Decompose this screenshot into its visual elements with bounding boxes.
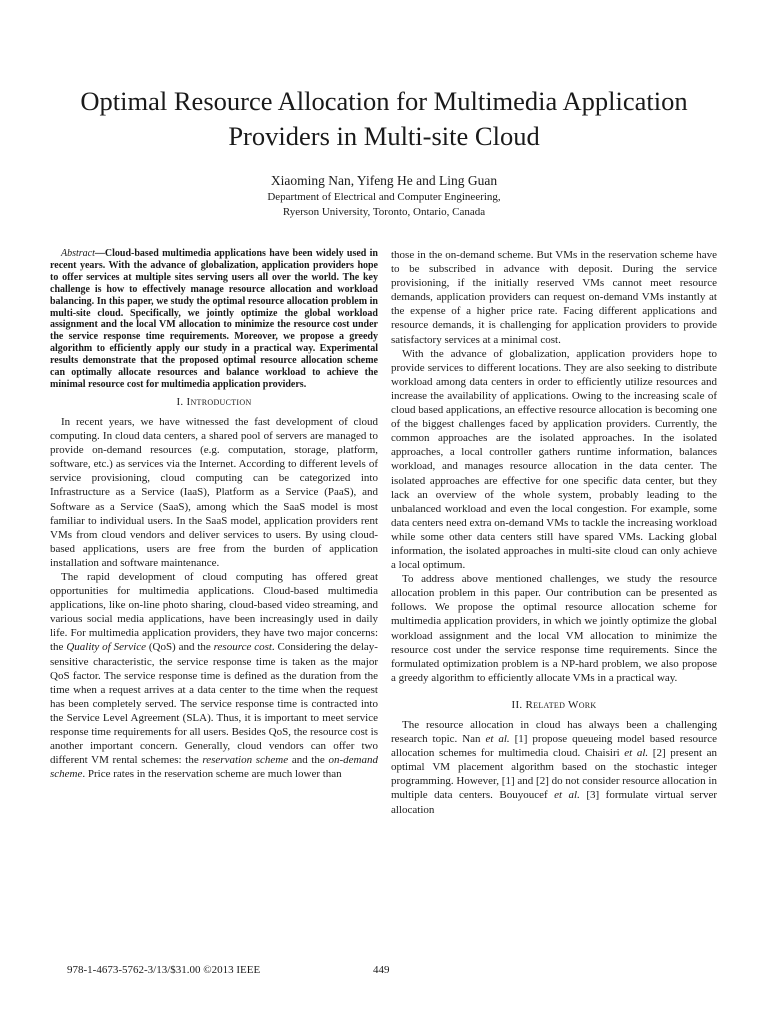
paper-title: Optimal Resource Allocation for Multimedia Application Providers in Multi-site Cloud bbox=[80, 86, 688, 151]
related-text-a: The resource allocation in cloud has always been a challenging research topic. Nan bbox=[391, 719, 717, 746]
intro-paragraph-2 bbox=[50, 570, 378, 781]
related-etal-3: et al. bbox=[554, 789, 580, 802]
footer-isbn: 978-1-4673-5762-3/13/$31.00 ©2013 IEEE bbox=[67, 964, 261, 976]
related-text-d: [3] formulate virtual server allocation bbox=[391, 789, 718, 816]
intro-p2-on-demand: on-demand scheme bbox=[50, 754, 378, 781]
related-text-c: [2] present an optimal VM placement algorithm based on the stochastic integer programming. However, [1] and [2] do not consider resource allocation in multiple data centers. Bouyoucef bbox=[391, 747, 717, 802]
author-list: Xiaoming Nan, Yifeng He and Ling Guan bbox=[270, 173, 498, 188]
intro-p2-text-d: and the bbox=[288, 754, 329, 767]
section-heading-related-work: II. Related Work bbox=[511, 698, 597, 711]
abstract bbox=[50, 248, 378, 391]
intro-paragraph-5: To address above mentioned challenges, we study the resource allocation problem in this paper. Our contribution can be presented as follows. We propose the optimal resource allocation scheme for multimedia application providers, in which we jointly optimize the global workload assignment and the local VM allocation to minimize the resource cost under the service response time requirements. Since the formulated optimization problem is a NP-hard problem, we also propose a greedy algorithm to efficiently allocate VMs in a practical way. bbox=[391, 573, 717, 684]
left-column bbox=[50, 248, 378, 781]
intro-p2-text-c: . Considering the delay-sensitive characteristic, the service response time is taken as the major QoS factor. The service response time is defined as the duration from the time when a request arrives at a data center to the time when the request has been completely served. The service response time is contracted into the Service Level Agreement (SLA). Thus, it is important to meet service response time requirements for all users. Besides QoS, the resource cost is another important concern. Generally, cloud vendors can offer two different VM rental schemes: the bbox=[50, 641, 378, 767]
affiliation-department: Department of Electrical and Computer Engineering, bbox=[267, 191, 501, 203]
affiliation-university: Ryerson University, Toronto, Ontario, Canada bbox=[282, 206, 486, 218]
intro-p2-reservation: reservation scheme bbox=[202, 754, 289, 767]
footer-page-number: 449 bbox=[373, 964, 390, 976]
abstract-text: Cloud-based multimedia applications have been widely used in recent years. With the advance of globalization, application providers hope to offer services at multiple sites serving users all over the world. The key challenge is how to effectively manage resource allocation and workload balancing. In this paper, we study the optimal resource allocation problem in multi-site cloud. Specifically, we jointly optimize the global workload assignment and the local VM allocation to minimize the resource cost under the service response time requirements. Moreover, we propose a greedy algorithm to efficiently apply our study in a practical way. Experimental results demonstrate that the proposed optimal resource allocation scheme can optimally allocate resources and balance workload to achieve the minimal resource cost for multimedia application providers. bbox=[50, 248, 378, 390]
abstract-dash: — bbox=[94, 248, 105, 259]
intro-p2-text-b: (QoS) and the bbox=[145, 641, 214, 654]
intro-paragraph-3: those in the on-demand scheme. But VMs in the reservation scheme have to be subscribed in advance with deposit. During the service provisioning, if the initially reserved VMs cannot meet resource demands, application providers can request on-demand VMs instantly at the expense of a higher price rate. Facing different applications and resource demands, it is challenging for application providers to provide satisfactory services at a minimal cost. bbox=[391, 249, 717, 346]
intro-paragraph-4: With the advance of globalization, application providers hope to provide services to different locations. They are also seeking to distribute workload among data centers in order to efficiently utilize resources and increase the availability of applications. Owing to the increasing scale of cloud based applications, an effective resource allocation is becoming one of the biggest challenges faced by application providers. Currently, the common approaches are the isolated approaches. In the isolated approaches, a local controller gathers runtime information, balances workload, and manages resource allocation in the data center. The isolated approaches are effective for one specific data center, but they lack an overview of the whole system, probably leading to the unbalanced workload and even the local congestion. For example, some data centers need extra on-demand VMs to tackle the increasing workload while some other data centers still have spared VMs. Lacking global information, the isolated approaches in multi-site cloud can only achieve a local optimum. bbox=[391, 347, 718, 572]
related-etal-2: et al. bbox=[624, 747, 649, 760]
intro-paragraph-1: In recent years, we have witnessed the fast development of cloud computing. In cloud data centers, a shared pool of servers are managed to provide on-demand resources (e.g. computation, storage, platform, software, etc.) as services via the Internet. According to different levels of service provisioning, cloud computing can be categorized into Infrastructure as a Service (IaaS), Platform as a Service (PaaS), and Software as a Service (SaaS), among which the SaaS model is most familiar to individual users. In the SaaS model, application providers rent VMs from cloud vendors and deliver services to users. By using cloud-based applications, users are free from the burden of application installation and software maintenance. bbox=[50, 415, 378, 569]
related-etal-1: et al. bbox=[485, 733, 510, 746]
related-text-b: [1] propose queueing model based resource allocation schemes for multimedia cloud. Chaisiri bbox=[391, 733, 717, 760]
abstract-label: Abstract bbox=[61, 248, 95, 259]
section-heading-introduction: I. Introduction bbox=[176, 395, 252, 408]
intro-p2-cost: resource cost bbox=[213, 641, 272, 654]
intro-p2-text-e: . Price rates in the reservation scheme are much lower than bbox=[82, 768, 342, 781]
right-column bbox=[391, 248, 717, 817]
related-paragraph-1 bbox=[391, 718, 717, 817]
intro-p2-qos: Quality of Service bbox=[66, 641, 146, 654]
intro-p2-text-a: The rapid development of cloud computing has offered great opportunities for multimedia applications. Cloud-based multimedia applications, like on-line photo sharing, cloud-based video streaming, and various social media applications, have been increasingly used in daily life. For multimedia application providers, they have two major concerns: the bbox=[50, 571, 378, 654]
